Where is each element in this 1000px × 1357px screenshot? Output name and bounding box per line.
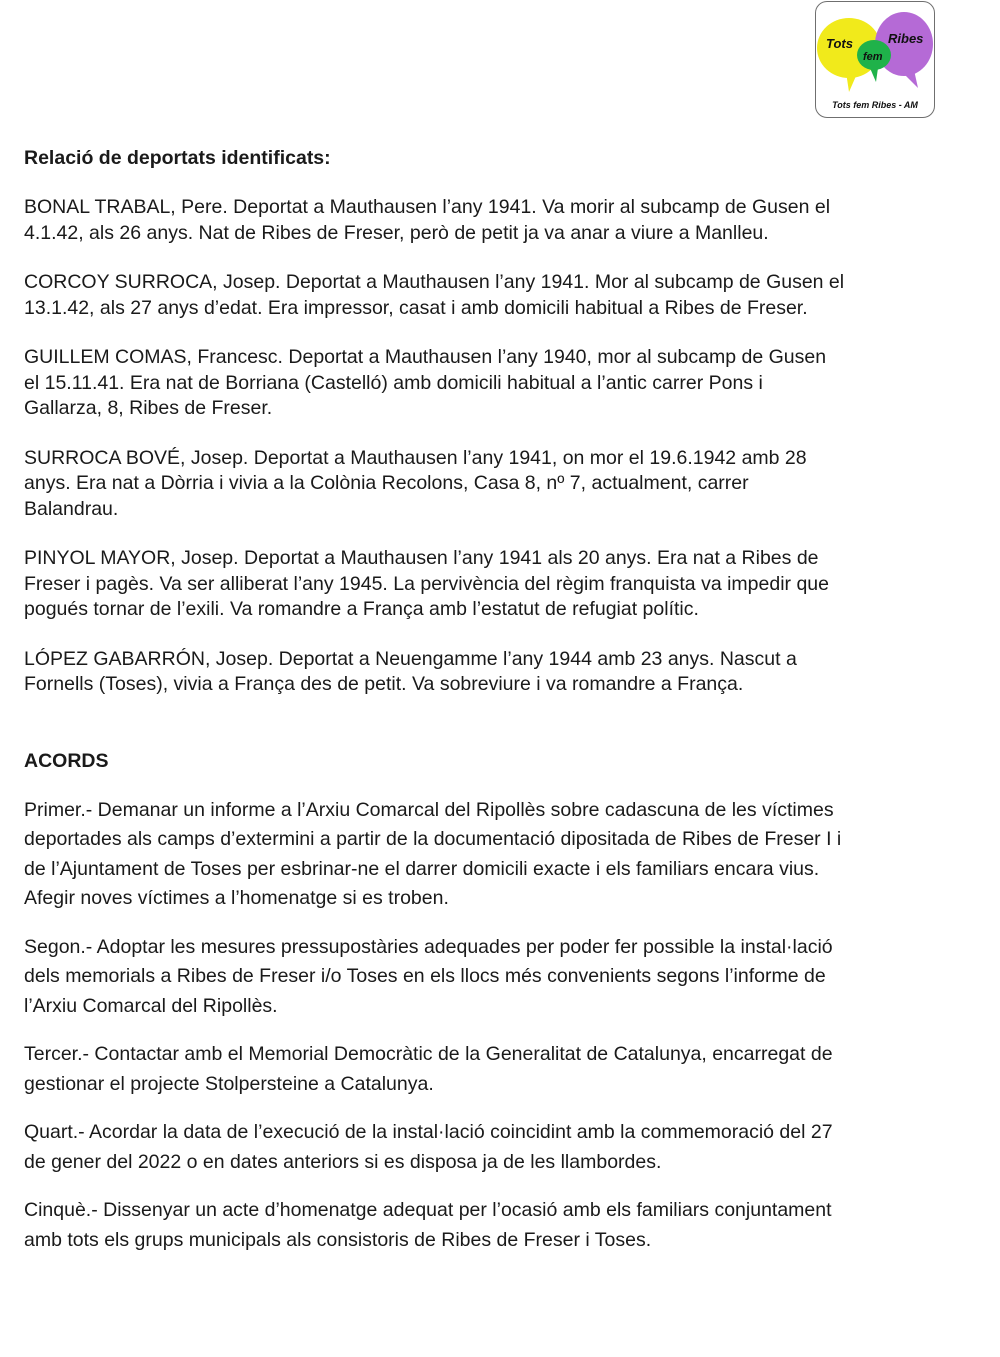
document-body (24, 145, 959, 1255)
logo-word-fem: fem (863, 51, 883, 63)
deportee-entry: PINYOL MAYOR, Josep. Deportat a Mauthausen l’any 1941 als 20 anys. Era nat a Ribes de Freser i pagès. Va ser alliberat l’any 1945. La pervivència del règim franquista va impedir que pogués tornar de l’exili. Va romandre a França amb l’estatut de refugiat polític. (24, 547, 829, 620)
agreements-heading: ACORDS (24, 749, 109, 772)
deportee-entry: BONAL TRABAL, Pere. Deportat a Mauthausen l’any 1941. Va morir al subcamp de Gusen el 4.1.42, als 26 anys. Nat de Ribes de Freser, però de petit ja va anar a viure a Manlleu. (24, 196, 831, 244)
deportee-entry: CORCOY SURROCA, Josep. Deportat a Mauthausen l’any 1941. Mor al subcamp de Gusen el 13.1.42, als 27 anys d’edat. Era impressor, casat i amb domicili habitual a Ribes de Freser. (24, 271, 845, 319)
agreement-item: Segon.- Adoptar les mesures pressupostàries adequades per poder fer possible la instal·lació dels memorials a Ribes de Freser i/o Toses en els llocs més convenients segons l’informe de l’Arxiu Comarcal del Ripollès. (24, 935, 833, 1017)
party-logo (815, 1, 935, 118)
deportees-heading: Relació de deportats identificats: (24, 147, 331, 169)
deportee-entry: LÓPEZ GABARRÓN, Josep. Deportat a Neuengamme l’any 1944 amb 23 anys. Nascut a Fornells (Toses), vivia a França des de petit. Va sobreviure i va romandre a França. (24, 647, 797, 695)
logo-word-ribes: Ribes (888, 31, 924, 46)
agreement-item: Tercer.- Contactar amb el Memorial Democràtic de la Generalitat de Catalunya, encarregat de gestionar el projecte Stolpersteine a Catalunya. (24, 1043, 833, 1095)
deportee-entry: SURROCA BOVÉ, Josep. Deportat a Mauthausen l’any 1941, on mor el 19.6.1942 amb 28 anys. Era nat a Dòrria i vivia a la Colònia Recolons, Casa 8, nº 7, actualment, carrer Balandrau. (24, 446, 807, 520)
agreement-item: Primer.- Demanar un informe a l’Arxiu Comarcal del Ripollès sobre cadascuna de les víctimes deportades als camps d’extermini a partir de la documentació dipositada de Ribes de Freser I i de l’Ajuntament de Toses per esbrinar-ne el darrer domicili exacte i els familiars encara vius. Afegir noves víctimes a l’homenatge si es troben. (24, 798, 842, 909)
deportee-entry: GUILLEM COMAS, Francesc. Deportat a Mauthausen l’any 1940, mor al subcamp de Gusen el 15.11.41. Era nat de Borriana (Castelló) amb domicili habitual a l’antic carrer Pons i Gallarza, 8, Ribes de Freser. (24, 346, 827, 419)
agreement-item: Quart.- Acordar la data de l’execució de la instal·lació coincidint amb la commemoració del 27 de gener del 2022 o en dates anteriors si es disposa ja de les llambordes. (24, 1121, 833, 1173)
agreement-item: Cinquè.- Dissenyar un acte d’homenatge adequat per l’ocasió amb els familiars conjuntament amb tots els grups municipals als consistoris de Ribes de Freser i Toses. (24, 1199, 832, 1251)
speech-bubbles-icon (816, 2, 934, 100)
logo-caption: Tots fem Ribes - AM (832, 100, 918, 110)
logo-word-tots: Tots (826, 36, 853, 51)
